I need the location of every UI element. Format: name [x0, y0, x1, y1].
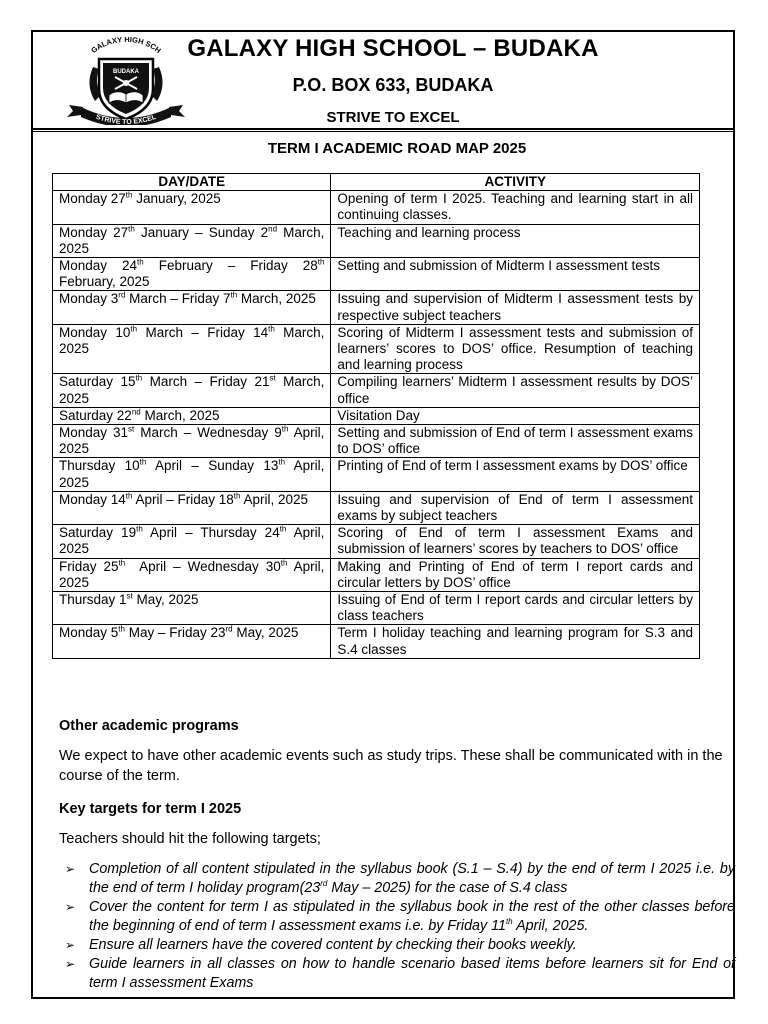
- list-item: [59, 860, 735, 898]
- table-row: [53, 407, 700, 424]
- row-date: Monday 14th April – Friday 18th April, 2025: [53, 491, 331, 524]
- arrow-bullet-icon: ➢: [65, 938, 76, 952]
- crest-place-text: BUDAKA: [113, 69, 139, 75]
- arrow-bullet-icon: ➢: [65, 900, 76, 914]
- school-name: GALAXY HIGH SCHOOL – BUDAKA: [187, 35, 599, 62]
- table-row: [53, 525, 700, 558]
- table-row: [53, 324, 700, 374]
- list-item: [59, 898, 735, 936]
- table-header-row: [53, 174, 700, 191]
- row-activity: Issuing and supervision of Midterm I assessment tests by respective subject teachers: [331, 291, 700, 324]
- table-row: [53, 625, 700, 658]
- crest-ribbon-text: STRIVE TO EXCEL: [94, 113, 158, 125]
- row-date: Thursday 10th April – Sunday 13th April, 2025: [53, 458, 331, 491]
- document-title: TERM I ACADEMIC ROAD MAP 2025: [267, 140, 527, 157]
- target-text: Completion of all content stipulated in the syllabus book (S.1 – S.4) by the end of term I 2025 i.e. by the end of term I holiday program(23rd May – 2025) for the case of S.4 class: [89, 861, 735, 896]
- row-date: Monday 10th March – Friday 14th March, 2025: [53, 324, 331, 374]
- table-row: [53, 191, 700, 224]
- roadmap-table-body: [53, 191, 700, 659]
- target-text: Guide learners in all classes on how to handle scenario based items before learners sit for End of term I assessment Exams: [89, 956, 735, 991]
- column-header-activity: ACTIVITY: [331, 174, 700, 191]
- arrow-bullet-icon: ➢: [65, 957, 76, 971]
- column-header-date: DAY/DATE: [53, 174, 331, 191]
- list-item: [59, 955, 735, 993]
- row-activity: Opening of term I 2025. Teaching and learning start in all continuing classes.: [331, 191, 700, 224]
- key-targets-list: [59, 860, 735, 993]
- arrow-bullet-icon: ➢: [65, 862, 76, 876]
- other-programs-text: We expect to have other academic events such as study trips. These shall be communicated with in the course of the term.: [59, 748, 723, 784]
- row-activity: Making and Printing of End of term I report cards and circular letters by DOS’ office: [331, 558, 700, 591]
- target-text: Cover the content for term I as stipulated in the syllabus book in the rest of the other classes before the beginning of end of term I assessment exams i.e. by Friday 11th April, 2025.: [89, 899, 735, 934]
- row-activity: Issuing and supervision of End of term I assessment exams by subject teachers: [331, 491, 700, 524]
- row-activity: Teaching and learning process: [331, 224, 700, 257]
- table-row: [53, 558, 700, 591]
- row-date: Saturday 22nd March, 2025: [53, 407, 331, 424]
- crest-top-text: GALAXY HIGH SCH: [89, 37, 163, 56]
- row-activity: Scoring of Midterm I assessment tests and submission of learners’ scores to DOS’ office. Resumption of teaching and learning process: [331, 324, 700, 374]
- key-targets-heading: Key targets for term I 2025: [59, 801, 242, 817]
- table-row: [53, 592, 700, 625]
- roadmap-table: [52, 173, 700, 659]
- letterhead: [33, 32, 733, 129]
- row-activity: Scoring of End of term I assessment Exams and submission of learners’ scores by teachers to DOS’ office: [331, 525, 700, 558]
- row-activity: Compiling learners’ Midterm I assessment results by DOS’ office: [331, 374, 700, 407]
- table-row: [53, 374, 700, 407]
- row-date: Saturday 15th March – Friday 21st March, 2025: [53, 374, 331, 407]
- row-date: Friday 25th April – Wednesday 30th April, 2025: [53, 558, 331, 591]
- table-row: [53, 458, 700, 491]
- other-programs-heading: Other academic programs: [59, 718, 239, 734]
- row-activity: Visitation Day: [331, 407, 700, 424]
- target-text: Ensure all learners have the covered content by checking their books weekly.: [89, 937, 577, 953]
- row-activity: Issuing of End of term I report cards and circular letters by class teachers: [331, 592, 700, 625]
- row-date: Monday 27th January – Sunday 2nd March, 2025: [53, 224, 331, 257]
- table-row: [53, 224, 700, 257]
- header-divider: [33, 128, 733, 132]
- row-activity: Setting and submission of End of term I assessment exams to DOS’ office: [331, 425, 700, 458]
- row-activity: Setting and submission of Midterm I assessment tests: [331, 258, 700, 291]
- row-date: Monday 24th February – Friday 28th February, 2025: [53, 258, 331, 291]
- list-item: [59, 936, 735, 955]
- table-row: [53, 258, 700, 291]
- row-activity: Printing of End of term I assessment exams by DOS’ office: [331, 458, 700, 491]
- school-address: P.O. BOX 633, BUDAKA: [292, 75, 494, 95]
- key-targets-intro: Teachers should hit the following targets;: [59, 831, 321, 847]
- document-page: [31, 30, 735, 999]
- row-date: Saturday 19th April – Thursday 24th April, 2025: [53, 525, 331, 558]
- table-row: [53, 491, 700, 524]
- row-date: Monday 31st March – Wednesday 9th April, 2025: [53, 425, 331, 458]
- row-date: Monday 3rd March – Friday 7th March, 2025: [53, 291, 331, 324]
- table-row: [53, 291, 700, 324]
- school-motto: STRIVE TO EXCEL: [326, 109, 460, 126]
- row-date: Monday 5th May – Friday 23rd May, 2025: [53, 625, 331, 658]
- row-date: Thursday 1st May, 2025: [53, 592, 331, 625]
- row-activity: Term I holiday teaching and learning program for S.3 and S.4 classes: [331, 625, 700, 658]
- table-row: [53, 425, 700, 458]
- row-date: Monday 27th January, 2025: [53, 191, 331, 224]
